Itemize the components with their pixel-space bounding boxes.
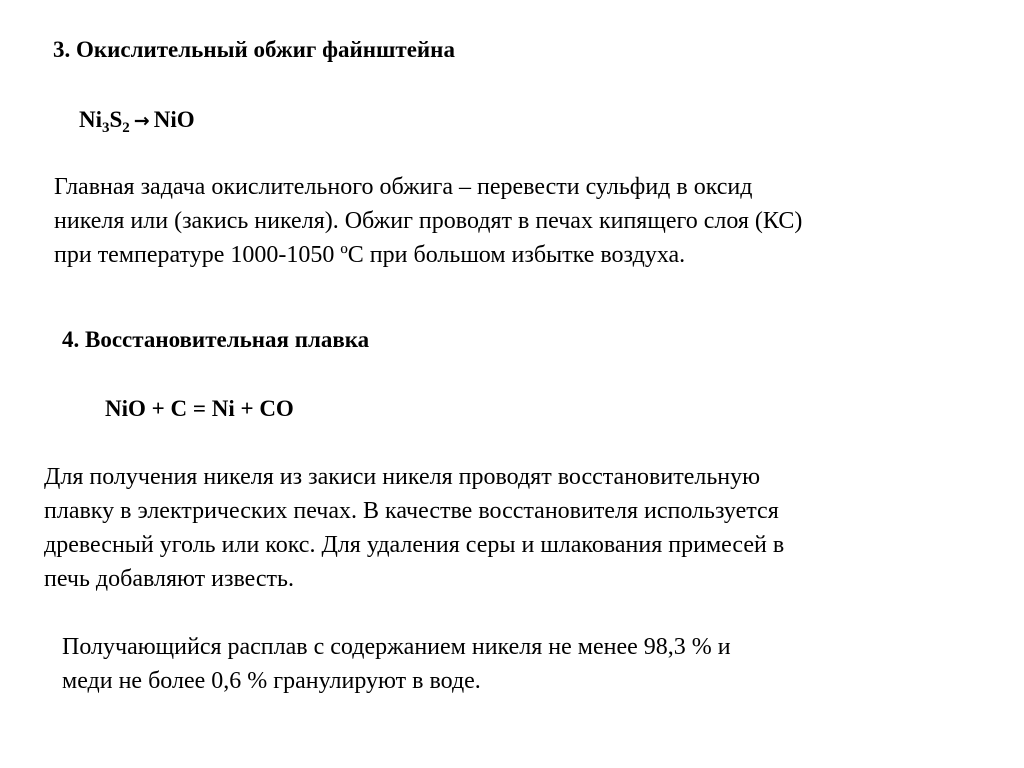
formula-s-subscript: 2 [122,120,130,136]
paragraph-line: при температуре 1000-1050 ºС при большом избытке воздуха. [54,242,686,268]
formula-ni: Ni [79,107,102,132]
paragraph-line: древесный уголь или кокс. Для удаления серы и шлакования примесей в [44,532,785,558]
formula-product: NiO [153,107,195,132]
section-4-final-paragraph [62,630,731,698]
paragraph-line: Для получения никеля из закиси никеля проводят восстановительную [44,464,761,490]
section-3-heading: 3. Окислительный обжиг файнштейна [53,37,455,62]
reduction-reaction-formula: NiO + C = Ni + CO [105,396,294,421]
section-3-paragraph [54,170,802,272]
paragraph-line: Главная задача окислительного обжига – перевести сульфид в оксид [54,174,753,200]
paragraph-line: печь добавляют известь. [44,566,294,592]
paragraph-line: плавку в электрических печах. В качестве восстановителя используется [44,498,779,524]
section-4-paragraph [44,460,784,596]
right-arrow-icon: → [133,110,150,132]
section-4-heading: 4. Восстановительная плавка [62,327,370,352]
formula-ni-subscript: 3 [102,120,110,136]
formula-s: S [109,107,123,132]
paragraph-line: никеля или (закись никеля). Обжиг проводят в печах кипящего слоя (КС) [54,208,803,234]
paragraph-line: меди не более 0,6 % гранулируют в воде. [62,668,481,694]
roasting-reaction-formula [79,106,195,135]
paragraph-line: Получающийся расплав с содержанием никеля не менее 98,3 % и [62,634,731,660]
